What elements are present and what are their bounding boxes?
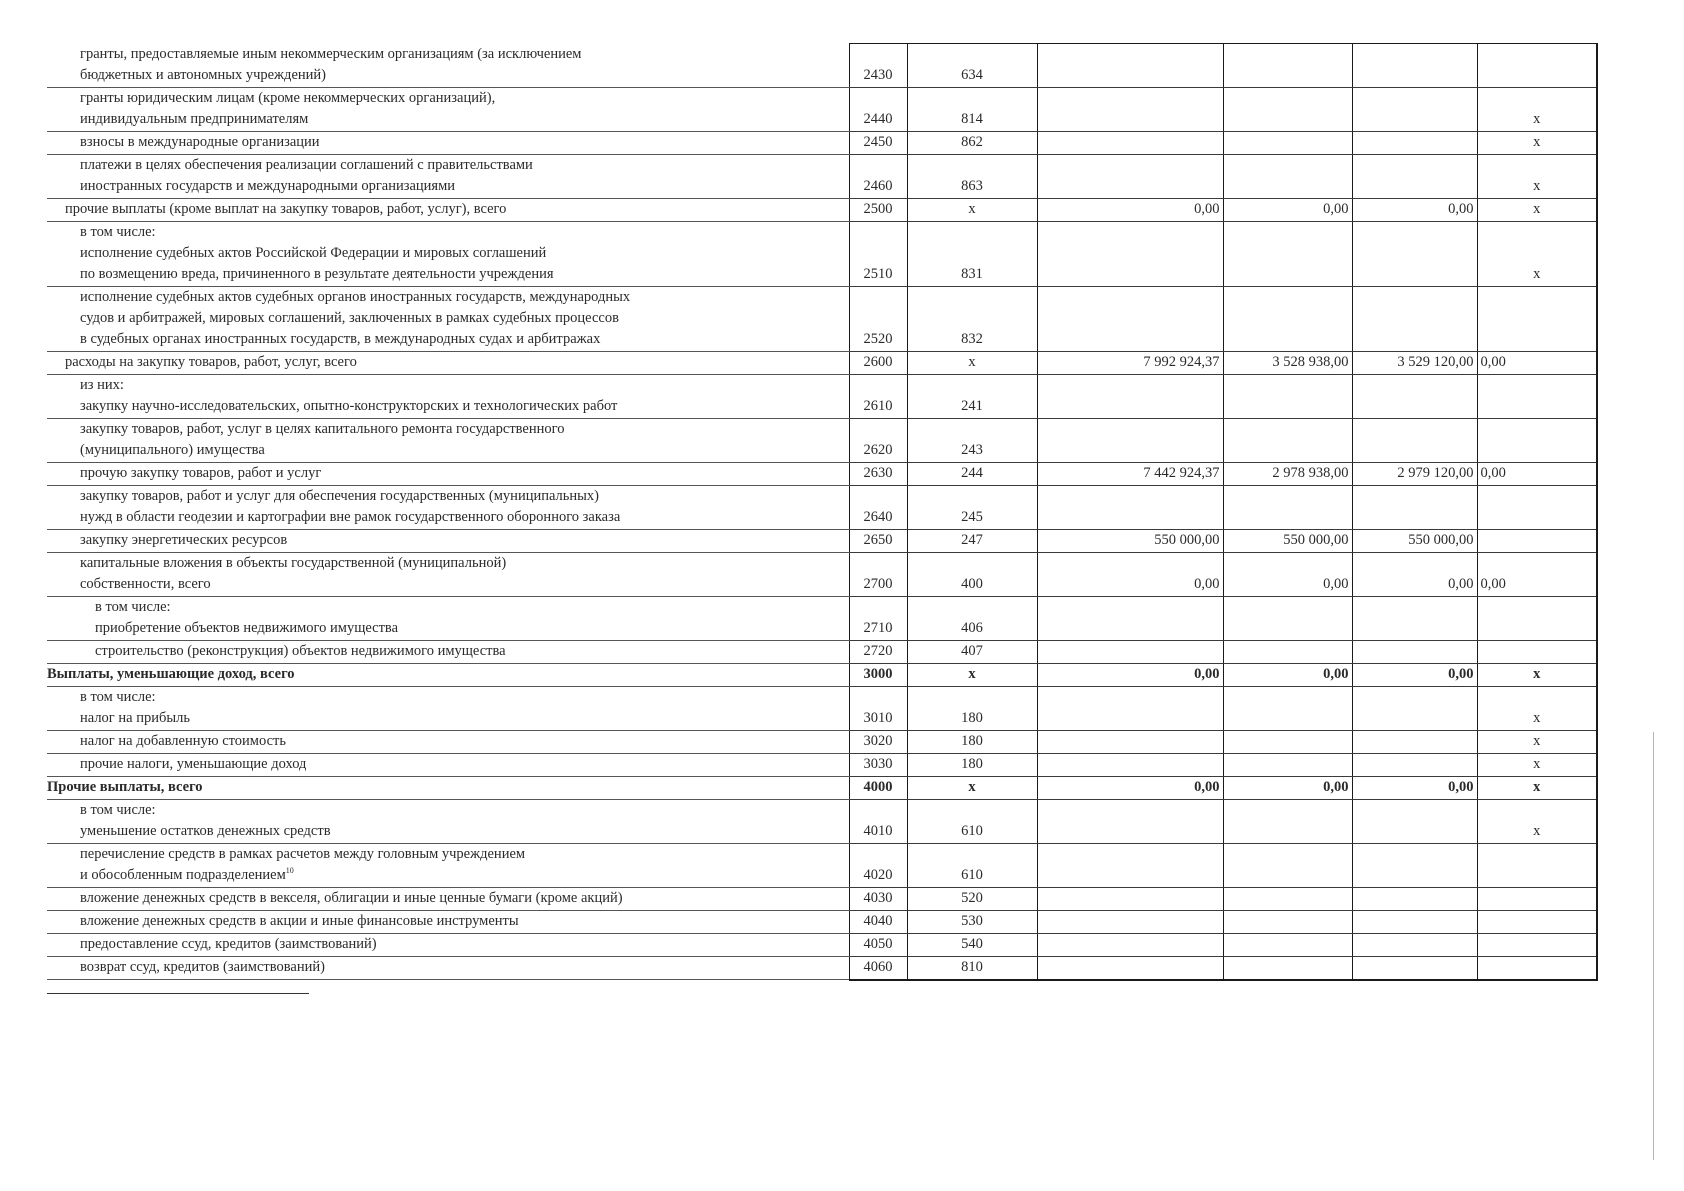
row-code-cell: 2510: [849, 221, 907, 286]
value-cell-2: [1223, 131, 1352, 154]
description-line: гранты, предоставляемые иным некоммерческим организациям (за исключением: [80, 45, 582, 62]
value-cell-3: 2 979 120,00: [1352, 462, 1477, 485]
kosgu-code-cell: х: [907, 351, 1037, 374]
row-code-cell: 4000: [849, 776, 907, 799]
row-description: [47, 198, 849, 221]
kosgu-code-cell: х: [907, 663, 1037, 686]
value-cell-4: х: [1477, 221, 1597, 286]
row-description: [47, 663, 849, 686]
kosgu-code-cell: 832: [907, 286, 1037, 351]
row-description: [47, 799, 849, 843]
description-line: исполнение судебных актов судебных органов иностранных государств, международных: [80, 288, 631, 305]
row-code-cell: 3010: [849, 686, 907, 730]
row-code-cell: 2460: [849, 154, 907, 198]
row-code-cell: 4020: [849, 843, 907, 887]
description-line: вложение денежных средств в акции и иные финансовые инструменты: [80, 912, 519, 929]
row-description: [47, 730, 849, 753]
value-cell-3: [1352, 686, 1477, 730]
value-cell-2: [1223, 596, 1352, 640]
table-row: [47, 956, 1597, 980]
value-cell-2: [1223, 221, 1352, 286]
row-code-cell: 2700: [849, 552, 907, 596]
description-line: уменьшение остатков денежных средств: [80, 822, 331, 839]
table-row: [47, 198, 1597, 221]
value-cell-2: [1223, 753, 1352, 776]
row-code-cell: 2600: [849, 351, 907, 374]
table-row: [47, 887, 1597, 910]
value-cell-3: [1352, 286, 1477, 351]
row-code-cell: 3000: [849, 663, 907, 686]
value-cell-2: [1223, 933, 1352, 956]
value-cell-4: 0,00: [1477, 351, 1597, 374]
description-line: прочие налоги, уменьшающие доход: [80, 755, 307, 772]
description-line: иностранных государств и международными организациями: [80, 177, 456, 194]
kosgu-code-cell: 863: [907, 154, 1037, 198]
row-description: [47, 776, 849, 799]
kosgu-code-cell: 520: [907, 887, 1037, 910]
kosgu-code-cell: 610: [907, 799, 1037, 843]
value-cell-1: [1037, 686, 1223, 730]
value-cell-3: 0,00: [1352, 198, 1477, 221]
kosgu-code-cell: 180: [907, 686, 1037, 730]
value-cell-4: х: [1477, 131, 1597, 154]
value-cell-4: [1477, 596, 1597, 640]
description-line: [80, 865, 846, 886]
row-code-cell: 2620: [849, 418, 907, 462]
description-line: перечисление средств в рамках расчетов между головным учреждением: [80, 845, 526, 862]
description-line: взносы в международные организации: [80, 133, 320, 150]
value-cell-4: х: [1477, 776, 1597, 799]
value-cell-3: [1352, 753, 1477, 776]
table-row: [47, 154, 1597, 198]
value-cell-3: [1352, 87, 1477, 131]
value-cell-2: [1223, 956, 1352, 980]
row-code-cell: 2450: [849, 131, 907, 154]
row-description: [47, 887, 849, 910]
value-cell-3: [1352, 485, 1477, 529]
description-line: закупку энергетических ресурсов: [80, 531, 288, 548]
value-cell-3: [1352, 374, 1477, 418]
row-code-cell: 4010: [849, 799, 907, 843]
table-row: [47, 843, 1597, 887]
description-line: в том числе:: [80, 801, 156, 818]
scan-edge-line: [1653, 732, 1654, 1160]
table-row: [47, 87, 1597, 131]
value-cell-3: 3 529 120,00: [1352, 351, 1477, 374]
row-description: [47, 154, 849, 198]
description-line: прочую закупку товаров, работ и услуг: [80, 464, 322, 481]
row-code-cell: 2520: [849, 286, 907, 351]
description-line: закупку товаров, работ и услуг для обеспечения государственных (муниципальных): [80, 487, 599, 504]
table-row: [47, 730, 1597, 753]
kosgu-code-cell: 180: [907, 730, 1037, 753]
value-cell-4: [1477, 910, 1597, 933]
value-cell-3: [1352, 154, 1477, 198]
value-cell-1: 0,00: [1037, 198, 1223, 221]
kosgu-code-cell: 180: [907, 753, 1037, 776]
row-description: [47, 596, 849, 640]
value-cell-4: х: [1477, 686, 1597, 730]
value-cell-1: [1037, 910, 1223, 933]
value-cell-3: 0,00: [1352, 552, 1477, 596]
value-cell-4: х: [1477, 87, 1597, 131]
kosgu-code-cell: 241: [907, 374, 1037, 418]
description-line: возврат ссуд, кредитов (заимствований): [80, 959, 325, 975]
description-line: закупку научно-исследовательских, опытно-конструкторских и технологических работ: [80, 397, 618, 414]
kosgu-code-cell: 831: [907, 221, 1037, 286]
value-cell-4: [1477, 529, 1597, 552]
kosgu-code-cell: 862: [907, 131, 1037, 154]
value-cell-4: [1477, 374, 1597, 418]
kosgu-code-cell: 244: [907, 462, 1037, 485]
value-cell-2: [1223, 799, 1352, 843]
row-description: [47, 374, 849, 418]
table-row: [47, 351, 1597, 374]
value-cell-4: [1477, 640, 1597, 663]
table-row: [47, 799, 1597, 843]
value-cell-4: [1477, 44, 1597, 88]
description-line: исполнение судебных актов Российской Федерации и мировых соглашений: [80, 244, 547, 261]
table-row: [47, 910, 1597, 933]
description-line: налог на добавленную стоимость: [80, 732, 286, 749]
kosgu-code-cell: 814: [907, 87, 1037, 131]
description-line: собственности, всего: [80, 575, 211, 592]
table-row: [47, 552, 1597, 596]
row-code-cell: 2650: [849, 529, 907, 552]
description-line: из них:: [80, 376, 124, 393]
kosgu-code-cell: х: [907, 776, 1037, 799]
row-description: [47, 910, 849, 933]
value-cell-4: [1477, 956, 1597, 980]
value-cell-4: [1477, 418, 1597, 462]
description-line: Прочие выплаты, всего: [47, 778, 203, 795]
row-description: [47, 686, 849, 730]
value-cell-4: х: [1477, 663, 1597, 686]
description-line: вложение денежных средств в векселя, облигации и иные ценные бумаги (кроме акций): [80, 889, 623, 906]
value-cell-1: [1037, 87, 1223, 131]
table-row: [47, 663, 1597, 686]
description-line: строительство (реконструкция) объектов недвижимого имущества: [95, 642, 506, 659]
kosgu-code-cell: 530: [907, 910, 1037, 933]
value-cell-4: х: [1477, 198, 1597, 221]
table-row: [47, 596, 1597, 640]
value-cell-3: 0,00: [1352, 776, 1477, 799]
value-cell-1: 7 442 924,37: [1037, 462, 1223, 485]
value-cell-4: х: [1477, 154, 1597, 198]
description-line: предоставление ссуд, кредитов (заимствований): [80, 935, 377, 952]
value-cell-3: [1352, 730, 1477, 753]
description-line: закупку товаров, работ, услуг в целях капитального ремонта государственного: [80, 420, 565, 437]
table-row: [47, 462, 1597, 485]
value-cell-2: [1223, 44, 1352, 88]
value-cell-3: [1352, 640, 1477, 663]
row-code-cell: 2500: [849, 198, 907, 221]
value-cell-4: х: [1477, 753, 1597, 776]
value-cell-3: [1352, 596, 1477, 640]
description-line: расходы на закупку товаров, работ, услуг, всего: [65, 353, 357, 370]
table-row: [47, 286, 1597, 351]
value-cell-1: [1037, 799, 1223, 843]
row-description: [47, 956, 849, 980]
value-cell-2: 550 000,00: [1223, 529, 1352, 552]
description-line: Выплаты, уменьшающие доход, всего: [47, 665, 295, 682]
value-cell-2: [1223, 686, 1352, 730]
row-code-cell: 4060: [849, 956, 907, 980]
value-cell-4: 0,00: [1477, 552, 1597, 596]
value-cell-2: 0,00: [1223, 776, 1352, 799]
description-line: в том числе:: [95, 598, 171, 615]
description-line: индивидуальным предпринимателям: [80, 110, 309, 127]
row-description: [47, 552, 849, 596]
value-cell-1: [1037, 640, 1223, 663]
value-cell-3: [1352, 933, 1477, 956]
value-cell-1: [1037, 843, 1223, 887]
value-cell-4: х: [1477, 799, 1597, 843]
description-line: налог на прибыль: [80, 709, 190, 726]
table-row: [47, 640, 1597, 663]
kosgu-code-cell: 810: [907, 956, 1037, 980]
kosgu-code-cell: х: [907, 198, 1037, 221]
kosgu-code-cell: 243: [907, 418, 1037, 462]
value-cell-2: 0,00: [1223, 198, 1352, 221]
table-row: [47, 131, 1597, 154]
kosgu-code-cell: 610: [907, 843, 1037, 887]
kosgu-code-cell: 400: [907, 552, 1037, 596]
value-cell-2: [1223, 887, 1352, 910]
row-description: [47, 753, 849, 776]
description-line: в судебных органах иностранных государств, в международных судах и арбитражах: [80, 330, 601, 347]
row-description: [47, 44, 849, 88]
table-row: [47, 776, 1597, 799]
value-cell-1: [1037, 131, 1223, 154]
table-row: [47, 418, 1597, 462]
payments-table: [47, 43, 1598, 981]
value-cell-1: [1037, 374, 1223, 418]
value-cell-1: [1037, 956, 1223, 980]
value-cell-4: [1477, 485, 1597, 529]
table-row: [47, 44, 1597, 88]
value-cell-1: [1037, 753, 1223, 776]
kosgu-code-cell: 245: [907, 485, 1037, 529]
value-cell-1: 0,00: [1037, 776, 1223, 799]
value-cell-1: [1037, 730, 1223, 753]
row-code-cell: 2640: [849, 485, 907, 529]
footnote-marker: 10: [285, 865, 294, 875]
value-cell-2: [1223, 374, 1352, 418]
row-code-cell: 2710: [849, 596, 907, 640]
description-line: в том числе:: [80, 688, 156, 705]
row-code-cell: 2440: [849, 87, 907, 131]
row-code-cell: 2610: [849, 374, 907, 418]
value-cell-2: [1223, 640, 1352, 663]
value-cell-1: [1037, 418, 1223, 462]
value-cell-3: [1352, 910, 1477, 933]
table-row: [47, 485, 1597, 529]
value-cell-1: [1037, 887, 1223, 910]
row-description: [47, 933, 849, 956]
value-cell-1: 0,00: [1037, 552, 1223, 596]
row-code-cell: 2630: [849, 462, 907, 485]
row-code-cell: 4030: [849, 887, 907, 910]
table-row: [47, 933, 1597, 956]
description-line: приобретение объектов недвижимого имущества: [95, 619, 399, 636]
value-cell-3: [1352, 131, 1477, 154]
table-row: [47, 374, 1597, 418]
description-line: нужд в области геодезии и картографии вне рамок государственного оборонного заказа: [80, 508, 621, 525]
value-cell-4: х: [1477, 730, 1597, 753]
value-cell-1: [1037, 44, 1223, 88]
row-description: [47, 640, 849, 663]
value-cell-1: 550 000,00: [1037, 529, 1223, 552]
value-cell-4: [1477, 286, 1597, 351]
value-cell-2: 0,00: [1223, 663, 1352, 686]
row-description: [47, 462, 849, 485]
value-cell-2: [1223, 843, 1352, 887]
table-row: [47, 221, 1597, 286]
value-cell-4: [1477, 887, 1597, 910]
kosgu-code-cell: 406: [907, 596, 1037, 640]
value-cell-2: [1223, 730, 1352, 753]
kosgu-code-cell: 634: [907, 44, 1037, 88]
row-description: [47, 351, 849, 374]
value-cell-4: 0,00: [1477, 462, 1597, 485]
table-row: [47, 686, 1597, 730]
value-cell-2: [1223, 154, 1352, 198]
row-code-cell: 4050: [849, 933, 907, 956]
value-cell-2: [1223, 87, 1352, 131]
value-cell-2: 3 528 938,00: [1223, 351, 1352, 374]
value-cell-4: [1477, 843, 1597, 887]
row-code-cell: 3030: [849, 753, 907, 776]
value-cell-2: [1223, 286, 1352, 351]
value-cell-4: [1477, 933, 1597, 956]
description-line: судов и арбитражей, мировых соглашений, заключенных в рамках судебных процессов: [80, 309, 619, 326]
value-cell-3: [1352, 956, 1477, 980]
table-body: [47, 44, 1597, 980]
value-cell-1: [1037, 485, 1223, 529]
row-description: [47, 131, 849, 154]
description-line: по возмещению вреда, причиненного в результате деятельности учреждения: [80, 265, 554, 282]
row-code-cell: 4040: [849, 910, 907, 933]
row-description: [47, 485, 849, 529]
description-line: бюджетных и автономных учреждений): [80, 66, 326, 83]
row-description: [47, 87, 849, 131]
value-cell-1: 0,00: [1037, 663, 1223, 686]
value-cell-1: [1037, 154, 1223, 198]
row-description: [47, 418, 849, 462]
description-line: прочие выплаты (кроме выплат на закупку товаров, работ, услуг), всего: [65, 200, 507, 217]
description-line: капитальные вложения в объекты государственной (муниципальной): [80, 554, 507, 571]
description-line: в том числе:: [80, 223, 156, 240]
row-description: [47, 221, 849, 286]
description-line: гранты юридическим лицам (кроме некоммерческих организаций),: [80, 89, 496, 106]
value-cell-1: [1037, 933, 1223, 956]
value-cell-2: [1223, 485, 1352, 529]
table-row: [47, 753, 1597, 776]
description-text: и обособленным подразделением: [80, 866, 286, 883]
table-row: [47, 529, 1597, 552]
value-cell-3: 550 000,00: [1352, 529, 1477, 552]
value-cell-2: [1223, 418, 1352, 462]
row-description: [47, 529, 849, 552]
kosgu-code-cell: 407: [907, 640, 1037, 663]
value-cell-2: [1223, 910, 1352, 933]
value-cell-3: [1352, 44, 1477, 88]
value-cell-3: 0,00: [1352, 663, 1477, 686]
value-cell-1: [1037, 221, 1223, 286]
row-code-cell: 3020: [849, 730, 907, 753]
value-cell-3: [1352, 418, 1477, 462]
footnote-divider: [47, 993, 309, 994]
value-cell-1: [1037, 596, 1223, 640]
value-cell-3: [1352, 799, 1477, 843]
value-cell-3: [1352, 843, 1477, 887]
value-cell-1: 7 992 924,37: [1037, 351, 1223, 374]
kosgu-code-cell: 540: [907, 933, 1037, 956]
description-line: платежи в целях обеспечения реализации соглашений с правительствами: [80, 156, 533, 173]
description-line: (муниципального) имущества: [80, 441, 265, 458]
row-code-cell: 2430: [849, 44, 907, 88]
value-cell-1: [1037, 286, 1223, 351]
value-cell-3: [1352, 221, 1477, 286]
value-cell-2: 2 978 938,00: [1223, 462, 1352, 485]
row-description: [47, 843, 849, 887]
kosgu-code-cell: 247: [907, 529, 1037, 552]
value-cell-3: [1352, 887, 1477, 910]
row-code-cell: 2720: [849, 640, 907, 663]
row-description: [47, 286, 849, 351]
value-cell-2: 0,00: [1223, 552, 1352, 596]
